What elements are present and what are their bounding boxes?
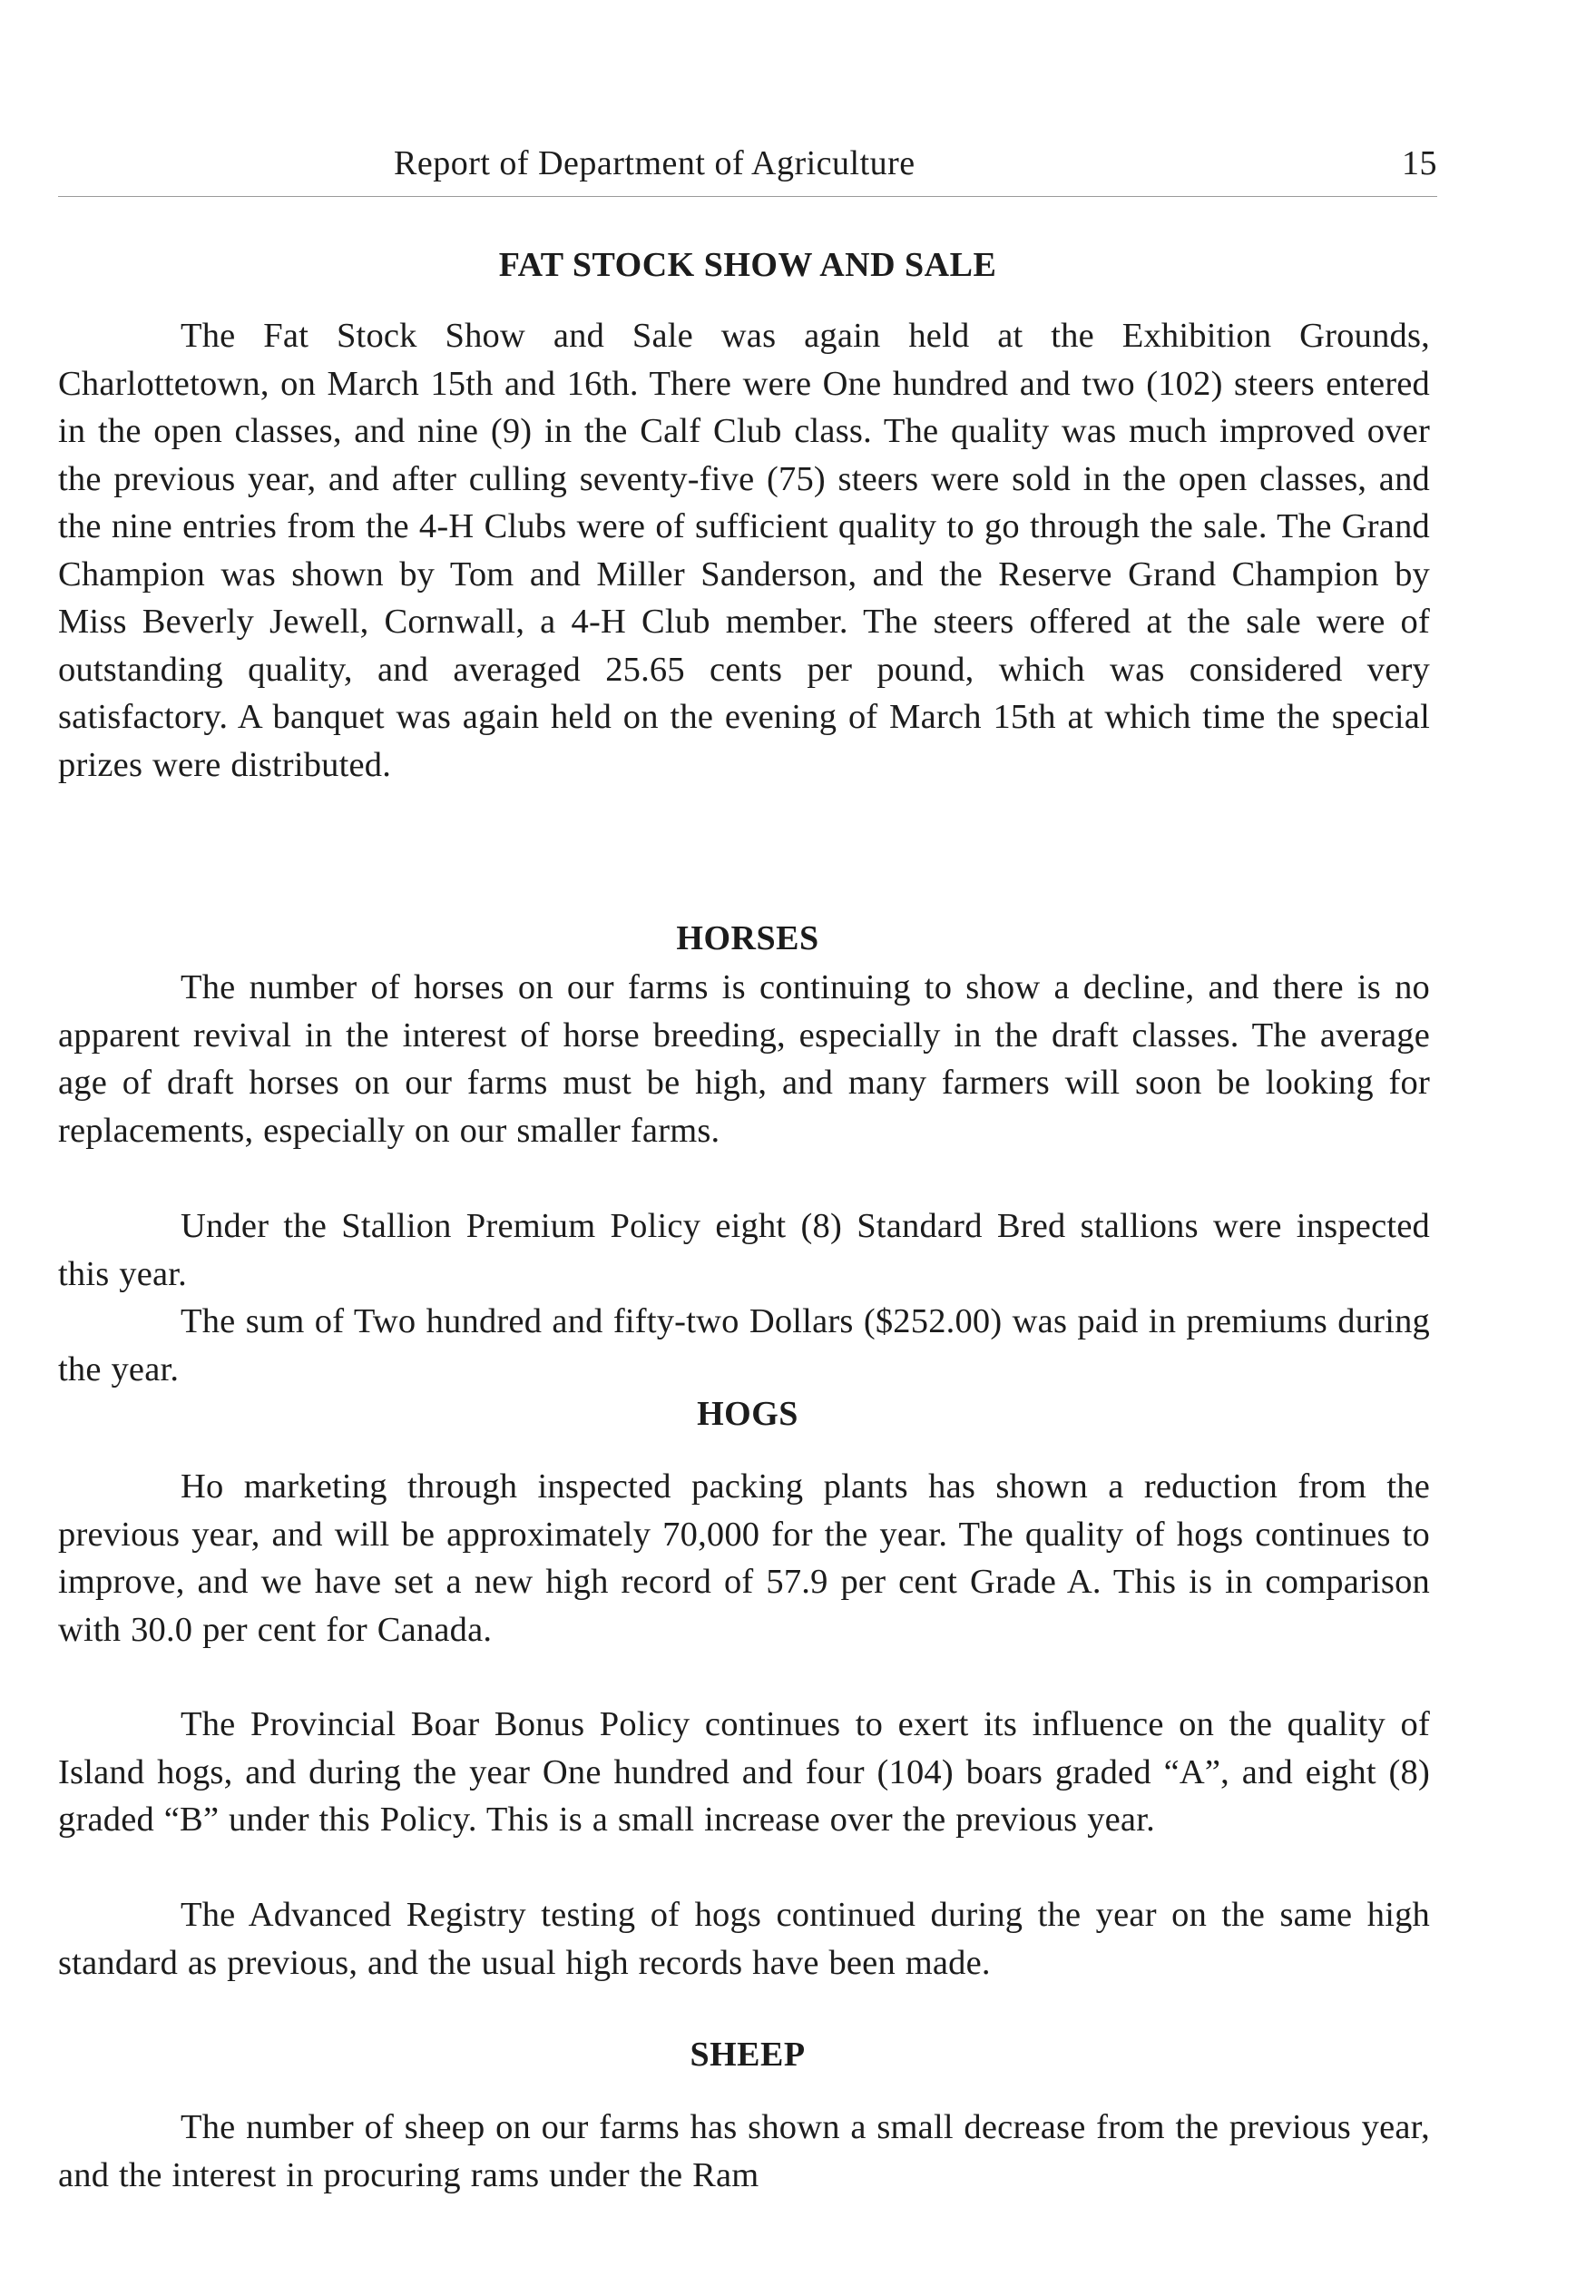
paragraph-hogs-3: The Advanced Registry testing of hogs continued during the year on the same high standard as previous, and the usual high records have been made. [58, 1896, 1430, 1982]
section-heading-sheep: SHEEP [690, 2036, 806, 2074]
paragraph-horses-2: Under the Stallion Premium Policy eight (8) Standard Bred stallions were inspected this year. [58, 1207, 1430, 1293]
running-title: Report of Department of Agriculture [394, 144, 915, 182]
paragraph-hogs-2: The Provincial Boar Bonus Policy continues to exert its influence on the quality of Island hogs, and during the year One hundred and four (104) boars graded “A”, and eight (8) graded “B” under this Policy. This is a small increase over the previous year. [58, 1705, 1430, 1839]
section-heading-fat-stock: FAT STOCK SHOW AND SALE [498, 246, 997, 284]
running-header [58, 143, 1437, 194]
section-heading-hogs: HOGS [697, 1395, 798, 1433]
paragraph-sheep-1: The number of sheep on our farms has shown a small decrease from the previous year, and the interest in procuring rams under the Ram [58, 2108, 1430, 2194]
page-number: 15 [1402, 144, 1437, 182]
paragraph-horses-3: The sum of Two hundred and fifty-two Dollars ($252.00) was paid in premiums during the year. [58, 1302, 1430, 1388]
paragraph-hogs-1: Ho marketing through inspected packing plants has shown a reduction from the previous year, and will be approximately 70,000 for the year. The quality of hogs continues to improve, and we have set a new high record of 57.9 per cent Grade A. This is in comparison with 30.0 per cent for Canada. [58, 1467, 1430, 1649]
paragraph-fat-stock-1: The Fat Stock Show and Sale was again held at the Exhibition Grounds, Charlottetown, on March 15th and 16th. There were One hundred and two (102) steers entered in the open classes, and nine (9) in the Calf Club class. The quality was much improved over the previous year, and after culling seventy-five (75) steers were sold in the open classes, and the nine entries from the 4-H Clubs were of sufficient quality to go through the sale. The Grand Champion was shown by Tom and Miller Sanderson, and the Reserve Grand Champion by Miss Beverly Jewell, Cornwall, a 4-H Club member. The steers offered at the sale were of outstanding quality, and averaged 25.65 cents per pound, which was considered very satisfactory. A banquet was again held on the evening of March 15th at which time the special prizes were distributed. [58, 317, 1430, 784]
header-rule [58, 196, 1437, 197]
section-heading-horses: HORSES [676, 919, 819, 957]
paragraph-horses-1: The number of horses on our farms is continuing to show a decline, and there is no apparent revival in the interest of horse breeding, especially in the draft classes. The average age of draft horses on our farms must be high, and many farmers will soon be looking for replacements, especially on our smaller farms. [58, 968, 1430, 1150]
